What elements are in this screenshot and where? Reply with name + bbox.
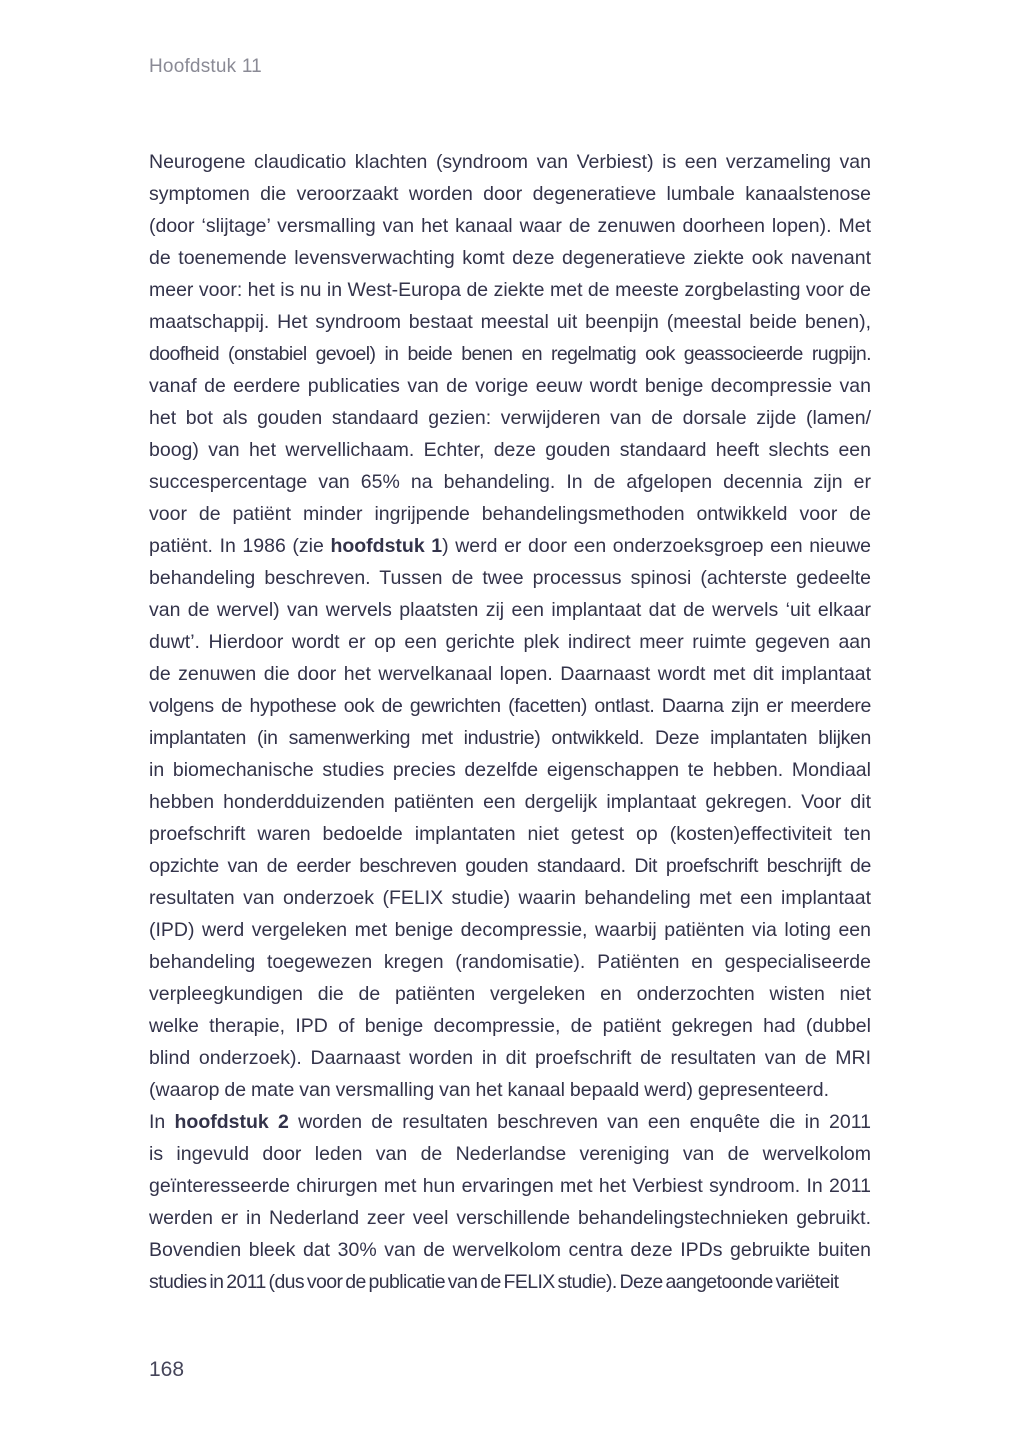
text-run: In — [149, 1111, 175, 1133]
text-line: voor de patiënt minder ingrijpende behandelingsmethoden ontwikkeld voor de — [149, 503, 871, 525]
text-line: (door ‘slijtage’ versmalling van het kanaal waar de zenuwen doorheen lopen). Met — [149, 215, 871, 237]
text-line: welke therapie, IPD of benige decompressie, de patiënt gekregen had (dubbel — [149, 1015, 871, 1037]
body-text — [149, 146, 871, 1298]
text-line: doofheid (onstabiel gevoel) in beide benen en regelmatig ook geassocieerde rugpijn. — [149, 343, 871, 365]
text-line: Bovendien bleek dat 30% van de wervelkolom centra deze IPDs gebruikte buiten — [149, 1239, 871, 1261]
running-header: Hoofdstuk 11 — [149, 56, 262, 77]
text-run: ) werd er door een onderzoeksgroep een nieuwe — [442, 535, 871, 557]
text-line: (waarop de mate van versmalling van het kanaal bepaald werd) gepresenteerd. — [149, 1079, 830, 1101]
text-line: vanaf de eerdere publicaties van de vorige eeuw wordt benige decompressie van — [149, 375, 871, 397]
text-line: de zenuwen die door het wervelkanaal lopen. Daarnaast wordt met dit implantaat — [149, 663, 871, 685]
text-line: resultaten van onderzoek (FELIX studie) waarin behandeling met een implantaat — [149, 887, 871, 909]
text-line: het bot als gouden standaard gezien: verwijderen van de dorsale zijde (lamen/ — [149, 407, 871, 429]
text-line: succespercentage van 65% na behandeling. In de afgelopen decennia zijn er — [149, 471, 871, 493]
text-line: symptomen die veroorzaakt worden door degeneratieve lumbale kanaalstenose — [149, 183, 871, 205]
text-line: van de wervel) van wervels plaatsten zij een implantaat dat de wervels ‘uit elkaar — [149, 599, 871, 621]
text-line: opzichte van de eerder beschreven gouden standaard. Dit proefschrift beschrijft de — [149, 855, 871, 877]
text-line: studies in 2011 (dus voor de publicatie van de FELIX studie). Deze aangetoonde variëteit — [149, 1271, 839, 1293]
text-line: verpleegkundigen die de patiënten vergeleken en onderzochten wisten niet — [149, 983, 871, 1005]
text-line — [149, 530, 871, 562]
text-line: in biomechanische studies precies dezelfde eigenschappen te hebben. Mondiaal — [149, 759, 871, 781]
text-line: blind onderzoek). Daarnaast worden in dit proefschrift de resultaten van de MRI — [149, 1047, 871, 1069]
text-line: de toenemende levensverwachting komt deze degeneratieve ziekte ook navenant — [149, 247, 871, 269]
page-number: 168 — [149, 1358, 185, 1381]
chapter-reference: hoofdstuk 1 — [330, 535, 443, 557]
text-line: (IPD) werd vergeleken met benige decompressie, waarbij patiënten via loting een — [149, 919, 871, 941]
text-line: geïnteresseerde chirurgen met hun ervaringen met het Verbiest syndroom. In 2011 — [149, 1175, 871, 1197]
text-run: patiënt. In 1986 (zie — [149, 535, 331, 557]
text-line: is ingevuld door leden van de Nederlandse vereniging van de wervelkolom — [149, 1143, 871, 1165]
text-line: behandeling toegewezen kregen (randomisatie). Patiënten en gespecialiseerde — [149, 951, 871, 973]
text-run: worden de resultaten beschreven van een enquête die in 2011 — [288, 1111, 871, 1133]
text-line: hebben honderdduizenden patiënten een dergelijk implantaat gekregen. Voor dit — [149, 791, 871, 813]
text-line: behandeling beschreven. Tussen de twee processus spinosi (achterste gedeelte — [149, 567, 871, 589]
text-line: volgens de hypothese ook de gewrichten (facetten) ontlast. Daarna zijn er meerdere — [149, 695, 871, 717]
text-line: meer voor: het is nu in West-Europa de ziekte met de meeste zorgbelasting voor de — [149, 279, 871, 301]
text-line: Neurogene claudicatio klachten (syndroom van Verbiest) is een verzameling van — [149, 151, 871, 173]
text-line: boog) van het wervellichaam. Echter, deze gouden standaard heeft slechts een — [149, 439, 871, 461]
chapter-reference: hoofdstuk 2 — [174, 1111, 289, 1133]
text-line: duwt’. Hierdoor wordt er op een gerichte plek indirect meer ruimte gegeven aan — [149, 631, 871, 653]
text-line: werden er in Nederland zeer veel verschillende behandelingstechnieken gebruikt. — [149, 1207, 871, 1229]
text-line — [149, 1106, 871, 1138]
text-line: implantaten (in samenwerking met industrie) ontwikkeld. Deze implantaten blijken — [149, 727, 871, 749]
text-line: proefschrift waren bedoelde implantaten niet getest op (kosten)effectiviteit ten — [149, 823, 871, 845]
text-line: maatschappij. Het syndroom bestaat meestal uit beenpijn (meestal beide benen), — [149, 311, 871, 333]
